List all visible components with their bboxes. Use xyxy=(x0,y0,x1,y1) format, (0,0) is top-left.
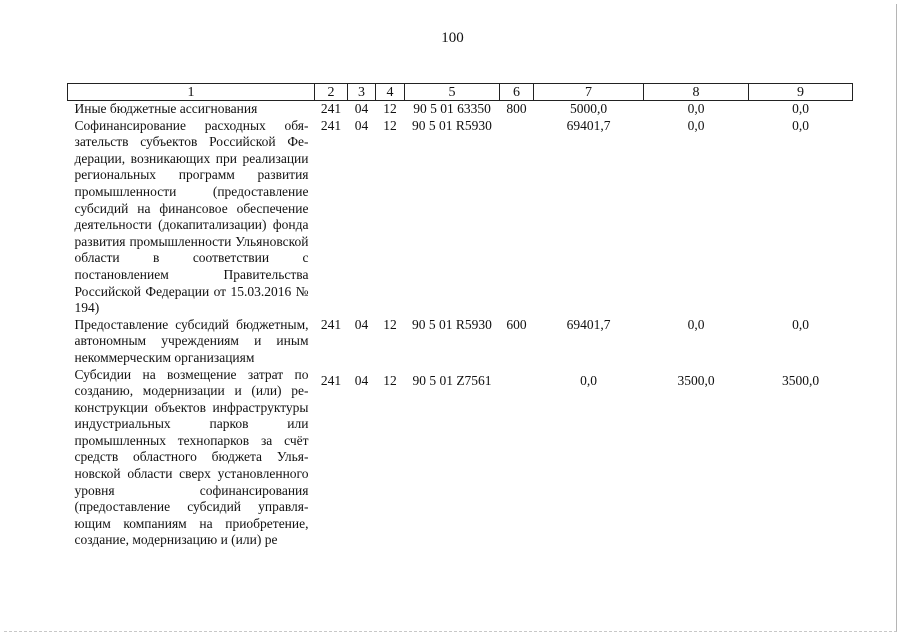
cell-ministry: 241 xyxy=(320,101,342,116)
table-row xyxy=(68,118,853,317)
header-cell: 6 xyxy=(500,84,534,101)
budget-table xyxy=(67,83,853,549)
row-name: Иные бюджетные ассигнования xyxy=(74,101,258,116)
cell-expense-type xyxy=(500,367,534,550)
table-row xyxy=(68,317,853,367)
cell-section: 04 xyxy=(354,316,369,332)
cell-ministry: 241 xyxy=(320,316,342,332)
header-cell: 7 xyxy=(534,84,644,101)
cell-ministry: 241 xyxy=(320,117,342,133)
row-name: Предоставление субсидий бюджетным, автономным учреждениям и иным некоммерческим организациям xyxy=(74,316,309,365)
cell-subsection: 12 xyxy=(383,372,397,388)
header-cell: 5 xyxy=(405,84,500,101)
table-row xyxy=(68,101,853,118)
cell-target-article: 90 5 01 R5930 xyxy=(412,117,492,133)
row-name: Софинансирование расходных обязательств субъектов Российской Федерации, возникающих при реализации региональных программ развития промышленности (предоставление субсидий на финансовое обеспечение деятельности (докапитализации) фонда развития промышленности Ульяновской области в соответствии с постановлением Правительства Российской Федерации от 15.03.2016 № 194) xyxy=(74,117,309,316)
header-cell: 8 xyxy=(644,84,749,101)
cell-amount-8: 0,0 xyxy=(687,101,705,116)
cell-subsection: 12 xyxy=(383,316,397,332)
cell-expense-type: 600 xyxy=(506,316,527,332)
header-cell: 1 xyxy=(68,84,315,101)
cell-amount-7: 69401,7 xyxy=(566,117,611,133)
cell-amount-7: 0,0 xyxy=(580,372,597,388)
cell-amount-7: 69401,7 xyxy=(566,316,611,332)
cell-section: 04 xyxy=(354,117,369,133)
cell-amount-9: 3500,0 xyxy=(781,372,820,388)
cell-section: 04 xyxy=(354,372,369,388)
cell-section: 04 xyxy=(354,101,369,116)
cell-target-article: 90 5 01 R5930 xyxy=(412,316,492,332)
table-header-row xyxy=(68,84,853,101)
cell-amount-9: 0,0 xyxy=(792,101,809,116)
cell-target-article: 90 5 01 Z7561 xyxy=(412,372,492,388)
header-cell: 2 xyxy=(315,84,348,101)
cell-target-article: 90 5 01 63350 xyxy=(413,101,491,116)
page-number: 100 xyxy=(441,30,464,46)
cell-expense-type xyxy=(500,118,534,317)
cell-amount-9: 0,0 xyxy=(792,117,809,133)
table-row xyxy=(68,367,853,550)
header-cell: 9 xyxy=(749,84,853,101)
header-cell: 3 xyxy=(348,84,376,101)
cell-amount-8: 0,0 xyxy=(687,316,705,332)
cell-subsection: 12 xyxy=(383,117,397,133)
cell-amount-7: 5000,0 xyxy=(569,101,608,116)
cell-amount-9: 0,0 xyxy=(792,316,809,332)
cell-expense-type: 800 xyxy=(506,101,527,116)
row-name: Субсидии на возмещение затрат по созданию, модернизации и (или) реконструкции объектов инфраструктуры индустриальных парков или промышленных технопарков за счёт средств областного бюджета Ульяновской области сверх установленного уровня софинансирования (предоставление субсидий управляющим компаниям на приобретение, создание, модернизацию и (или) ре xyxy=(74,366,309,548)
cell-amount-8: 0,0 xyxy=(687,117,705,133)
cell-subsection: 12 xyxy=(383,101,397,116)
header-cell: 4 xyxy=(376,84,405,101)
cell-amount-8: 3500,0 xyxy=(677,372,715,388)
cell-ministry: 241 xyxy=(320,372,342,388)
